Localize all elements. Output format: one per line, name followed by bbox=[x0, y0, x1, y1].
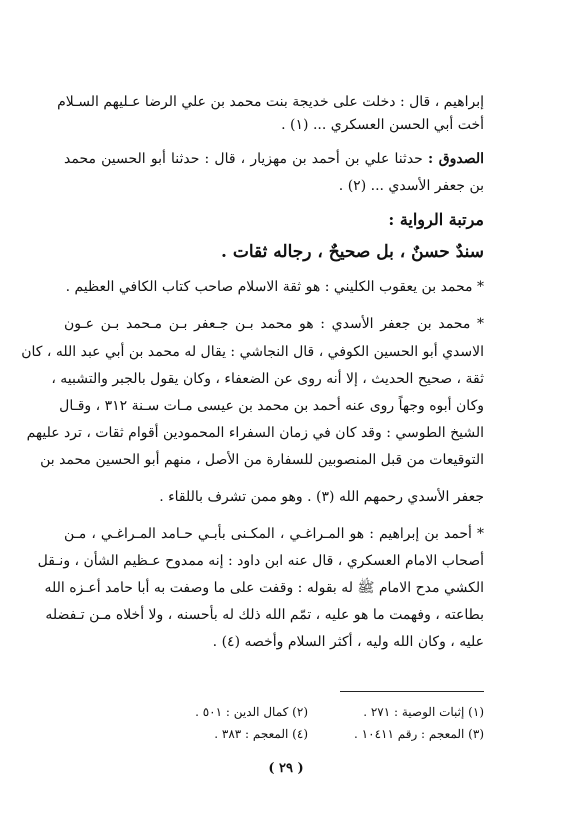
paragraph-line: أصحاب الامام العسكري ، قال عنه ابن داود : إنه ممدوح عـظيم الشأن ، ونـقل bbox=[37, 553, 484, 569]
paragraph-line: التوقيعات من قبل المنصوبين للسفارة من الأصل ، منهم أبو الحسين محمد بن bbox=[40, 452, 484, 468]
footnote-divider bbox=[340, 691, 484, 692]
footnote: (٤) المعجم : ٣٨٣ . bbox=[214, 727, 308, 741]
paragraph-line: بن جعفر الأسدي ... (٢) . bbox=[338, 178, 484, 194]
paragraph-line: أخت أبي الحسن العسكري ... (١) . bbox=[281, 117, 484, 133]
verdict-heading: سندٌ حسنٌ ، بل صحيحٌ ، رجاله ثقات . bbox=[221, 242, 484, 262]
paragraph-line: الشيخ الطوسي : وقد كان في زمان السفراء المحمودين أقوام ثقات ، ترد عليهم bbox=[26, 425, 484, 441]
page-number: ( ٢٩ ) bbox=[268, 761, 304, 776]
paragraph-line: ثقة ، صحيح الحديث ، إلا أنه روى عن الضعفاء ، وكان يقول بالجبر والتشبيه ، bbox=[51, 371, 484, 387]
footnote: (١) إثبات الوصية : ٢٧١ . bbox=[363, 705, 484, 719]
paragraph-line: عليه ، وكان الله وليه ، أكثر السلام وأخصه (٤) . bbox=[212, 634, 484, 650]
narrator-entry: * محمد بن يعقوب الكليني : هو ثقة الاسلام صاحب كتاب الكافي العظيم . bbox=[65, 279, 484, 295]
paragraph-text: حدثنا علي بن أحمد بن مهزيار ، قال : حدثنا أبو الحسين محمد bbox=[64, 151, 423, 167]
paragraph-line: إبراهيم ، قال : دخلت على خديجة بنت محمد بن علي الرضا عـليهم السـلام bbox=[57, 94, 484, 110]
paragraph-line: الاسدي أبو الحسين الكوفي ، قال النجاشي : يقال له محمد بن أبي عبد الله ، كان bbox=[21, 344, 484, 360]
paragraph-line: الكشي مدح الامام ﷺ له بقوله : وقفت على ما وصفت به أبا حامد أعـزه الله bbox=[44, 580, 484, 596]
narrator-entry: * أحمد بن إبراهيم : هو المـراغـي ، المكـنى بأبـي حـامد المـراغـي ، مـن bbox=[64, 526, 484, 542]
footnote: (٢) كمال الدين : ٥٠١ . bbox=[195, 705, 308, 719]
footnote: (٣) المعجم : رقم ١٠٤١١ . bbox=[354, 727, 484, 741]
section-heading: مرتبة الرواية : bbox=[388, 210, 484, 229]
source-label: الصدوق : bbox=[428, 151, 485, 167]
paragraph-line bbox=[64, 148, 484, 170]
paragraph-line: بطاعته ، وفهمت ما هو عليه ، تمّم الله ذلك له بأحسنه ، ولا أخلاه مـن تـفضله bbox=[45, 607, 484, 623]
narrator-entry: * محمد بن جعفر الأسدي : هو محمد بـن جـعفر بـن مـحمد بـن عـون bbox=[64, 316, 484, 332]
paragraph-line: وكان أبوه وجهاً روى عنه أحمد بن محمد بن عيسى مـات سـنة ٣١٢ ، وقـال bbox=[59, 398, 484, 414]
paragraph-line: جعفر الأسدي رحمهم الله (٣) . وهو ممن تشرف باللقاء . bbox=[159, 489, 484, 505]
